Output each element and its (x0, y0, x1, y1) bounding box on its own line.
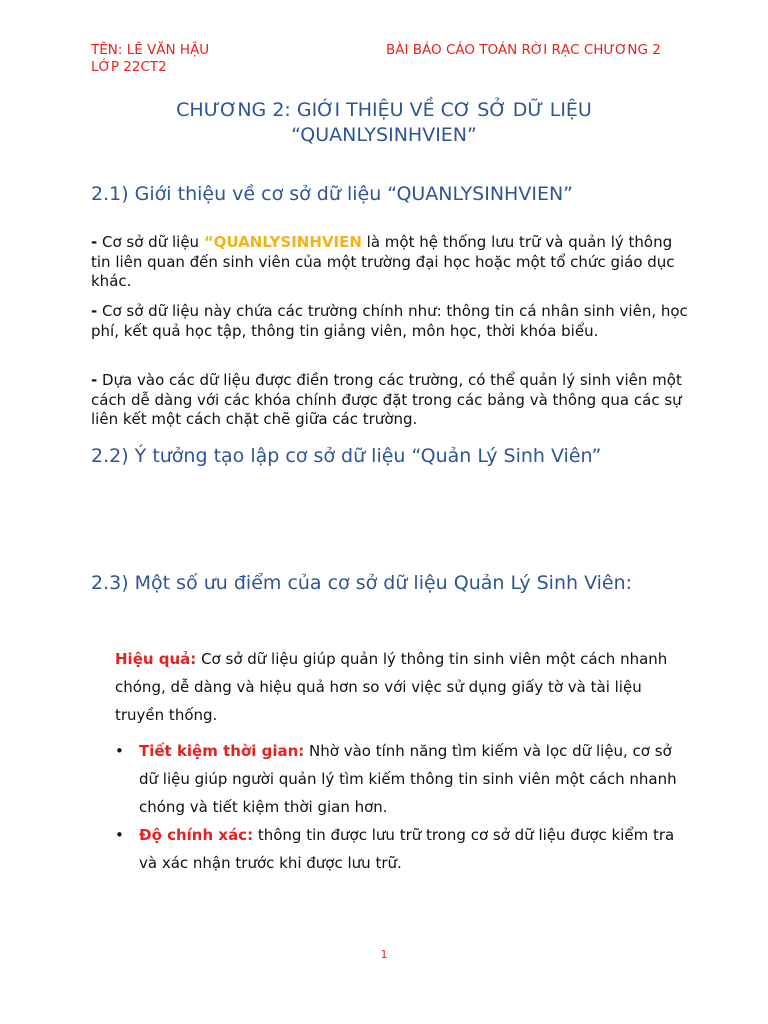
bullet-icon: • (115, 826, 124, 844)
list-item-text: thông tin được lưu trữ trong cơ sở dữ liệu được kiểm tra và xác nhận trước khi được lưu trữ. (139, 826, 675, 872)
class-name: LỚP 22CT2 (91, 59, 167, 75)
efficiency-label: Hiệu quả: (115, 650, 197, 668)
dash-mark: - (91, 302, 98, 320)
paragraph-text: Cơ sở dữ liệu giúp quản lý thông tin sinh viên một cách nhanh chóng, dễ dàng và hiệu quả hơn so với việc sử dụng giấy tờ và tài liệu truyền thống. (115, 650, 668, 724)
list-item (115, 737, 685, 821)
header-left (91, 42, 209, 76)
database-name-highlight: “QUANLYSINHVIEN (203, 233, 362, 251)
page-number: 1 (380, 948, 388, 961)
author-name: TÊN: LÊ VĂN HẬU (91, 42, 210, 58)
time-saving-label: Tiết kiệm thời gian: (139, 742, 305, 760)
bullet-icon: • (115, 742, 124, 760)
list-item-text: Nhờ vào tính năng tìm kiếm và lọc dữ liệu, cơ sở dữ liệu giúp người quản lý tìm kiếm thông tin sinh viên một cách nhanh chóng và tiết kiệm thời gian hơn. (139, 742, 677, 816)
section-1-paragraph-3 (91, 371, 691, 430)
dash-mark: - (91, 233, 98, 251)
paragraph-text: Cơ sở dữ liệu (97, 233, 204, 251)
paragraph-text: Cơ sở dữ liệu này chứa các trường chính như: thông tin cá nhân sinh viên, học phí, kết quả học tập, thông tin giảng viên, môn học, thời khóa biểu. (91, 302, 688, 340)
section-1-paragraph-1 (91, 233, 691, 292)
list-item (115, 821, 685, 877)
efficiency-paragraph (115, 645, 685, 729)
chapter-title-line1: CHƯƠNG 2: GIỚI THIỆU VỀ CƠ SỞ DỮ LIỆU (176, 99, 592, 121)
chapter-title-line2: “QUANLYSINHVIEN” (291, 124, 477, 146)
accuracy-label: Độ chính xác: (139, 826, 254, 844)
header-report-title: BÀI BÁO CÁO TOÁN RỜI RẠC CHƯƠNG 2 (386, 42, 661, 58)
advantages-list (115, 737, 685, 877)
dash-mark: - (91, 371, 98, 389)
chapter-title (91, 98, 677, 148)
section-1-paragraph-2 (91, 302, 691, 341)
paragraph-text: Dựa vào các dữ liệu được điền trong các trường, có thể quản lý sinh viên một cách dễ dàng với các khóa chính được đặt trong các bảng và thông qua các sự liên kết một cách chặt chẽ giữa các trường. (91, 371, 682, 428)
section-2-heading: 2.2) Ý tưởng tạo lập cơ sở dữ liệu “Quản Lý Sinh Viên” (91, 445, 602, 467)
paragraph-text: là một hệ thống lưu trữ và quản lý thông tin liên quan đến sinh viên của một trường đại học hoặc một tổ chức giáo dục khác. (91, 233, 675, 290)
section-3-heading: 2.3) Một số ưu điểm của cơ sở dữ liệu Quản Lý Sinh Viên: (91, 572, 633, 594)
section-1-heading: 2.1) Giới thiệu về cơ sở dữ liệu “QUANLYSINHVIEN” (91, 183, 574, 205)
